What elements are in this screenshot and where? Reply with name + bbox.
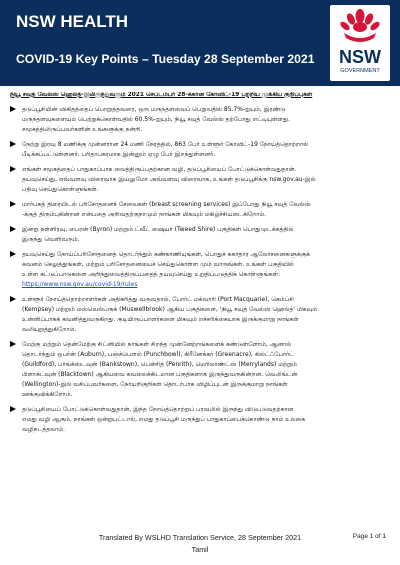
- bullet-line: -க்குத் திரும்புகின்றன என்பதை அறிவதற்குநாமும் நாங்கள் மிகவும் மகிழ்ச்சியடைகிறோம்.: [22, 211, 267, 218]
- bullet-line: மார்பகத் திரையிடல் பரிசோதனைச் சேவைகள் (breast screening services) இப்போது நியூ சவுத் வேல்ஸ்: [22, 201, 311, 208]
- bullet-line: (Guildford), பாங்க்ஸ்டவுன் (Bankstown), பென்ரித் (Penrith), மெரிலாண்ட்ஸ் (Merrylands) மற்றும்: [22, 361, 297, 368]
- nsw-government-logo: [330, 5, 390, 81]
- bullet-line: பிளாக்டவுன் (Blacktown) ஆகியவை கவலைக்கிடமான பகுதிகளாக இருந்துவருகின்றன. வெலிங்டன்: [22, 371, 298, 378]
- tamil-heading: நியூ சவுத் வேல்ஸ் ஹெல்த்-இலிருந்துவரும் 2021 செப்டம்பர் 28-க்கான கோவிட்-19 பற்றிய முக்கிய குறிப்புகள்: [10, 92, 313, 98]
- bullet-line: தொடர்ந்தும் ஒபர்ன் (Auburn), பஞ்ச்பௌல் (Punchbowl), கிரீனேக்கர் (Greenacre), கில்ட்ஃபோர்ட்: [22, 351, 295, 358]
- bullet-arrow-icon: [10, 296, 16, 302]
- bullet-arrow-icon: [10, 251, 16, 257]
- waratah-flower-icon: [339, 9, 381, 42]
- bullet-line: கவனம் செலுத்துங்கள், மற்றும் பரிசோதனையைச் செய்துகொள்ள மும் வாருங்கள். உங்கள் பகுதியில்: [22, 261, 294, 268]
- bullet-line: (Kempsey) மற்றும் மஸ்வெல்ப்ரூக் (Muswellbrook) ஆகிய பகுதிகளை, 'நியூ சவுத் வேல்ஸ் ஹெல்த்' மிகவும்: [22, 306, 318, 313]
- bullet-line: பதிவு செய்துகொள்ளுங்கள்.: [22, 186, 99, 193]
- bullet-line: மேற்கு மற்றும் தென்மேற்கு சிட்னியில் நாங்கள் சிறந்த முன்னேற்றங்களைக் கண்டுள்ளோம், ஆனால்: [22, 341, 292, 348]
- bullet-line: தயவுசெய்து நோய்ப்பரிசோதனைத் தொடர்ந்தும் கண்காணியுங்கள், பொதுச் சுகாதார ஆலோசனைகளுக்குக்: [22, 251, 310, 258]
- bullet-line: இன்று நள்ளிரவு, பைரன் (Byron) மற்றும் ட்வீட் ஷையர் (Tweed Shire) பகுதிகள் பொதுமுடக்கத்தில்: [22, 226, 294, 233]
- bullet-line: ஊக்குவிக்கிறோம்.: [22, 391, 73, 398]
- footer: [0, 533, 400, 563]
- bullet-line: சமூகத்திலிருப்பவர்களின் உங்களுக்கு நன்றி.: [22, 126, 143, 133]
- bullet-item: [10, 405, 392, 435]
- header-banner: [0, 0, 400, 86]
- bullet-line: எமது வழி ஆகும். நாங்கள் ஒன்றுபட்டால், எமது தடுப்பூசி மருந்துப் பாதுகாப்பைக்கொண்டு நாம் உலகை: [22, 416, 306, 423]
- logo-subtext: GOVERNMENT: [340, 68, 380, 74]
- bullet-arrow-icon: [10, 341, 16, 347]
- bullet-item: [10, 340, 392, 400]
- bullet-item: [10, 200, 392, 220]
- bullet-line: உள்ளூர் நோய்த்தொற்றாளர்கள் அதிகரித்து வருவதால், போர்ட் மக்வாரி (Port Macquarie), கெம்ப்சி: [22, 296, 294, 303]
- bullet-arrow-icon: [10, 406, 16, 412]
- bullet-arrow-icon: [10, 226, 16, 232]
- language-label: Tamil: [191, 545, 209, 554]
- bullet-line: தடுப்பூசியைப் போட்டுக்கொள்வதுதான், இந்த நோய்த்தொற்றுப் பரவலில் இருந்து விடுபடுவதற்கான: [22, 406, 294, 413]
- bullet-item: [10, 250, 392, 290]
- document-title: NSW HEALTH: [16, 12, 129, 31]
- bullet-line: மருந்தளவுகளையும் பெற்றுக்கொள்வதில் 60.5%-ஐயும், நியூ சவுத் வேல்ஸ் தற்போது எட்டியுள்ளது.: [22, 116, 290, 123]
- translation-credit: Translated By WSLHD Translation Service, 28 September 2021: [98, 533, 302, 542]
- bullet-line: உன்னிப்பாகக் கவனித்துவருகிறது. குடியிருப்பாளர்களை மிகவும் எச்சரிக்கையாக இருக்குமாறு நாங்கள்: [22, 316, 299, 323]
- bullet-item: [10, 225, 392, 245]
- bullet-line: உள்ள கட்டுப்பாடுகளை அறிந்துவைத்திருப்பதைத் தயவுசெய்து உறுதிப்படுத்திக் கொள்ளுங்கள்:: [22, 271, 281, 278]
- bullet-line: (Wellington)-இல் வசிப்பவர்களை, நோயறிகுறிகள் தொடர்பாக விழிப்புடன் இருக்குமாறு நாங்கள்: [22, 381, 288, 388]
- bullet-line: வழிநடத்தலாம்.: [22, 426, 65, 433]
- covid-rules-link[interactable]: https://www.nsw.gov.au/covid-19/rules: [22, 281, 138, 288]
- bullet-line: தயவுசெய்து, எவ்வளவு விரைவாக இயலுமோ அவ்வளவு விரைவாக, உங்கள் தடுப்பூசிக்கு nsw.gov.au-இல்: [22, 176, 316, 183]
- bullet-item: [10, 105, 392, 135]
- bullet-item: [10, 165, 392, 195]
- bullet-line: எங்கள் சமூகத்தைப் பாதுகாப்பாக வைத்திருப்பதற்கான வழி, தடுப்பூசியைப் போட்டுக்கொள்வதுதான்.: [22, 166, 297, 173]
- bullet-line: நேற்று இரவு 8 மணிக்கு முன்னரான 24 மணி நேரத்தில், 863 பேர் உள்ளூர் கோவிட்-19 நோய்த்தொற்றால்: [22, 141, 309, 148]
- bullet-arrow-icon: [10, 201, 16, 207]
- bullet-line: வலியுறுத்துகிறோம்.: [22, 326, 77, 333]
- bullet-line: இருந்து வெளிவரும்.: [22, 236, 80, 243]
- bullet-line: பீடிக்கப்பட்டுள்ளனர். பரிதாபகரமாக இன்னும் ஏழு பேர் இறந்துள்ளனர்.: [22, 151, 216, 158]
- bullet-arrow-icon: [10, 141, 16, 147]
- document-subtitle: COVID-19 Key Points – Tuesday 28 September 2021: [16, 52, 315, 66]
- bullet-arrow-icon: [10, 166, 16, 172]
- bullet-item: [10, 295, 392, 335]
- bullet-arrow-icon: [10, 106, 16, 112]
- logo-wordmark: NSW: [339, 47, 381, 67]
- bullet-item: [10, 140, 392, 160]
- page-number: Page 1 of 1: [352, 533, 386, 540]
- bullet-line: தடுப்பூசியின் விகிதத்தைப் பொறுத்தவரை, ஒரு மருந்தளவைப் பெறுவதில் 85.7%-ஐயும், இரண்டு: [22, 106, 286, 113]
- key-points-list: [10, 105, 392, 440]
